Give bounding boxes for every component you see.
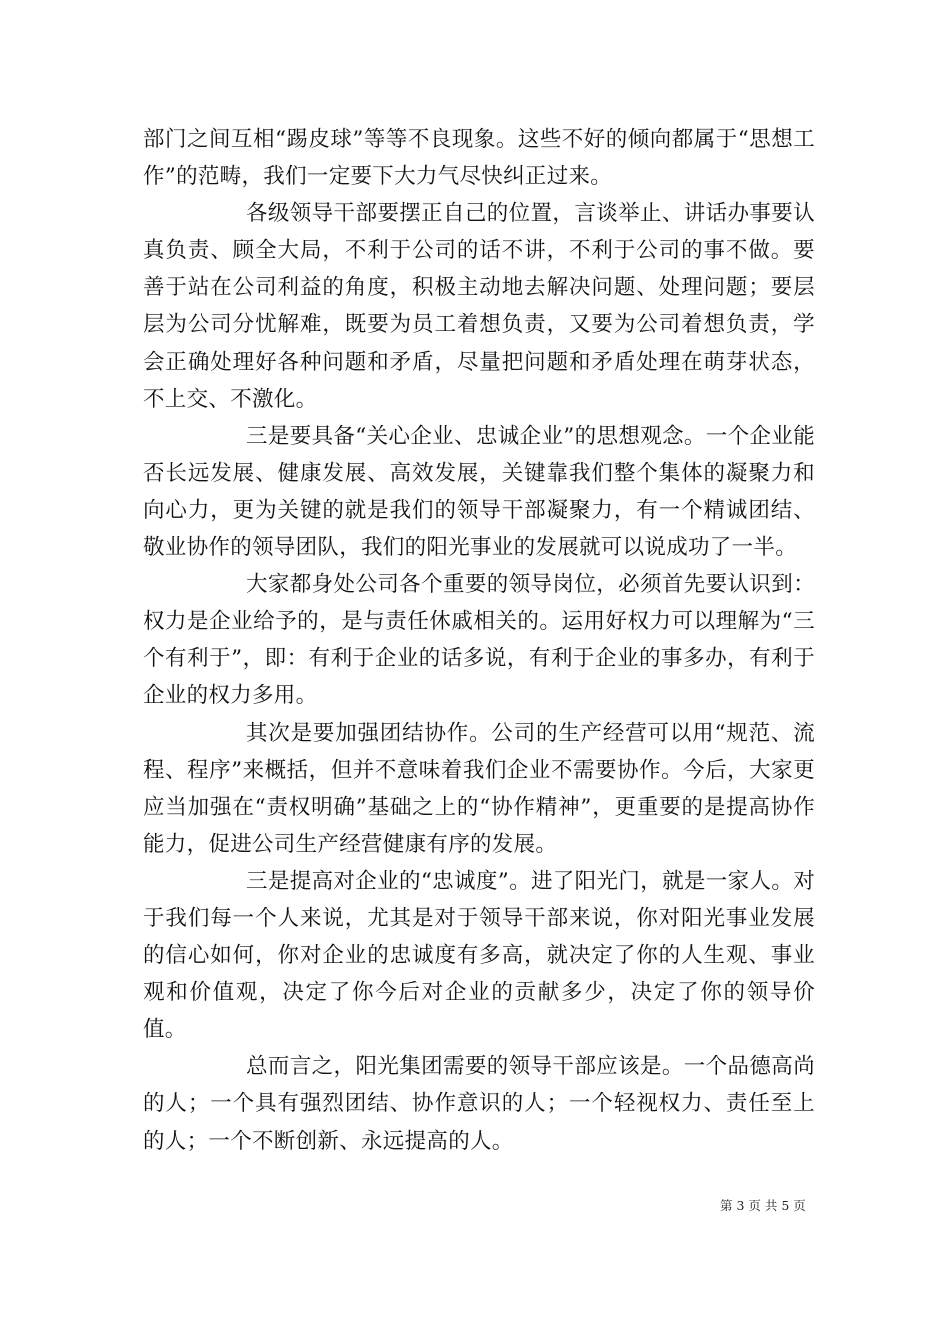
page-number-footer: 第 3 页 共 5 页 <box>720 1198 806 1213</box>
paragraph: 大家都身处公司各个重要的领导岗位，必须首先要认识到：权力是企业给予的，是与责任休戚相关的。运用好权力可以理解为“三个有利于”，即：有利于企业的话多说，有利于企业的事多办，有利于企业的权力多用。 <box>143 572 815 709</box>
paragraph: 三是要具备“关心企业、忠诚企业”的思想观念。一个企业能否长远发展、健康发展、高效发展，关键靠我们整个集体的凝聚力和向心力，更为关键的就是我们的领导干部凝聚力，有一个精诚团结、敬业协作的领导团队，我们的阳光事业的发展就可以说成功了一半。 <box>143 423 815 561</box>
paragraph: 总而言之，阳光集团需要的领导干部应该是。一个品德高尚的人；一个具有强烈团结、协作意识的人；一个轻视权力、责任至上的人；一个不断创新、永远提高的人。 <box>143 1054 815 1154</box>
paragraph: 各级领导干部要摆正自己的位置，言谈举止、讲话办事要认真负责、顾全大局，不利于公司的话不讲，不利于公司的事不做。要善于站在公司利益的角度，积极主动地去解决问题、处理问题；要层层为公司分忧解难，既要为员工着想负责，又要为公司着想负责，学会正确处理好各种问题和矛盾，尽量把问题和矛盾处理在萌芽状态，不上交、不激化。 <box>143 201 815 412</box>
document-body <box>143 121 815 1160</box>
paragraph: 其次是要加强团结协作。公司的生产经营可以用“规范、流程、程序”来概括，但并不意味着我们企业不需要协作。今后，大家更应当加强在“责权明确”基础之上的“协作精神”，更重要的是提高协作能力，促进公司生产经营健康有序的发展。 <box>143 720 815 857</box>
paragraph: 三是提高对企业的“忠诚度”。进了阳光门，就是一家人。对于我们每一个人来说，尤其是对于领导干部来说，你对阳光事业发展的信心如何，你对企业的忠诚度有多高，就决定了你的人生观、事业观和价值观，决定了你今后对企业的贡献多少，决定了你的领导价值。 <box>143 868 815 1043</box>
paragraph-continuation: 部门之间互相“踢皮球”等等不良现象。这些不好的倾向都属于“思想工作”的范畴，我们一定要下大力气尽快纠正过来。 <box>143 127 815 190</box>
